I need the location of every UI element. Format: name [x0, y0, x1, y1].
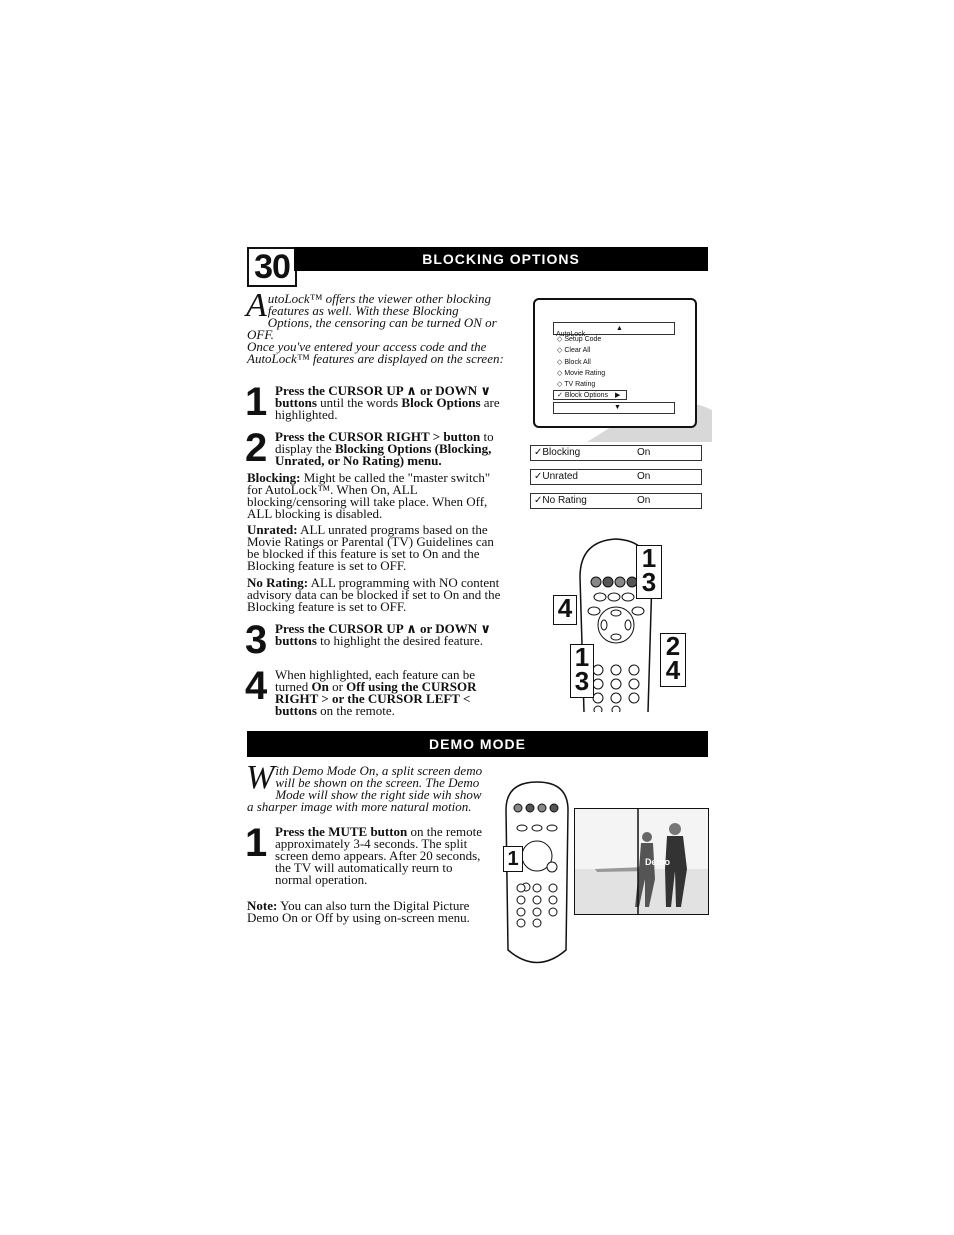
option-label: Blocking [542, 447, 581, 458]
step-number: 4 [245, 664, 268, 708]
step-bold: Press the CURSOR UP ∧ or DOWN ∨ buttons [275, 383, 491, 410]
callout-box-4: 4 [553, 595, 577, 625]
step-number: 1 [245, 821, 268, 865]
page-number: 30 [247, 247, 297, 287]
step-plain: to display the [275, 429, 494, 456]
definition-term: Unrated: [247, 522, 298, 537]
step-text [275, 431, 509, 467]
arrow-right-icon: ▶ [615, 392, 621, 399]
step-number: 1 [245, 380, 268, 424]
demo-split-screen [574, 808, 709, 915]
definition-blocking [247, 472, 507, 520]
menu-item: ◇ TV Rating [557, 381, 596, 388]
option-label: No Rating [542, 495, 587, 506]
demo-dropcap: W [246, 759, 275, 796]
note-label: Note: [247, 898, 278, 913]
callout-number: 1 [641, 543, 657, 573]
menu-footer [553, 402, 675, 414]
definition-unrated [247, 524, 507, 572]
step-bold: Press the CURSOR UP ∧ or DOWN ∨ buttons [275, 621, 491, 648]
step-text [275, 385, 507, 421]
demo-step-text [275, 826, 491, 886]
option-no-rating [530, 493, 702, 509]
callout-number: 3 [574, 666, 590, 696]
option-value: On [637, 471, 651, 482]
demo-remote-illustration [504, 780, 570, 970]
step-bold: Blocking Options (Blocking, Unrated, or No Rating) menu. [275, 441, 492, 468]
check-icon: ✓ [534, 447, 543, 458]
intro-dropcap: A [246, 287, 267, 324]
arrow-down-icon: ▼ [614, 404, 621, 411]
step-number: 3 [245, 618, 268, 662]
step-plain: When highlighted, each feature can be turned [275, 667, 475, 694]
callout-box-2-4 [660, 633, 686, 687]
menu-item-selected: ✓ Block Options [553, 390, 627, 400]
definition-no-rating [247, 577, 507, 613]
tv-menu-screen [533, 298, 697, 428]
step-plain: until the words [316, 395, 402, 410]
option-value: On [637, 495, 651, 506]
step-plain: to highlight the desired feature. [316, 633, 483, 648]
callout-box-1-3-lower [570, 644, 594, 698]
check-icon: ✓ [534, 471, 543, 482]
step-bold: Block Options [401, 395, 481, 410]
check-icon: ✓ [534, 495, 543, 506]
demo-screen-label: Demo [645, 857, 671, 867]
callout-number: 1 [574, 642, 590, 672]
intro-paragraph [246, 287, 505, 342]
section-title-demo-mode: DEMO MODE [247, 731, 708, 757]
option-value: On [637, 447, 651, 458]
menu-item: ◇ Movie Rating [557, 370, 606, 377]
intro-paragraph-2: Once you've entered your access code and the AutoLock™ features are displayed on the screen: [247, 339, 504, 366]
step-bold: Press the CURSOR RIGHT > button [275, 429, 481, 444]
callout-box-1-3 [636, 545, 662, 599]
intro-text: utoLock™ offers the viewer other blocking features as well. With these Blocking Options, the censoring can be turned ON or OFF. [247, 291, 497, 342]
menu-title: AutoLock [556, 331, 586, 338]
demo-note [247, 900, 483, 924]
callout-number: 2 [665, 631, 681, 661]
definition-text: ALL programming with NO content advisory data can be blocked if set to On and the Blocking feature is set to OFF. [247, 575, 501, 614]
demo-intro [246, 759, 487, 814]
step-text [275, 623, 499, 647]
option-blocking [530, 445, 702, 461]
step-plain: on the remote. [316, 703, 395, 718]
step-number: 2 [245, 426, 268, 470]
section-title-blocking-options: BLOCKING OPTIONS [294, 247, 708, 271]
callout-number: 3 [641, 567, 657, 597]
step-plain: or [328, 679, 347, 694]
demo-intro-text: ith Demo Mode On, a split screen demo will be shown on the screen. The Demo Mode will show the right side wih show a sharper image with more natural motion. [247, 763, 483, 814]
step-bold: Off using the CURSOR RIGHT > or the CURSOR LEFT < buttons [275, 679, 477, 718]
step-plain: are highlighted. [275, 395, 500, 422]
menu-item: ◇ Block All [557, 359, 591, 366]
definition-term: No Rating: [247, 575, 309, 590]
demo-callout-box: 1 [503, 846, 523, 872]
option-unrated [530, 469, 702, 485]
step-plain: on the remote approximately 3-4 seconds. The split screen demo appears. After 20 seconds, the TV will automatically reurn to normal operation. [275, 824, 483, 887]
menu-item: ◇ Clear All [557, 347, 591, 354]
definition-text: ALL unrated programs based on the Movie Ratings or Parental (TV) Guidelines can be blocked if this feature is set to On and the Blocking feature is set to OFF. [247, 522, 494, 573]
menu-item: ◇ Setup Code [557, 336, 602, 343]
option-label: Unrated [542, 471, 578, 482]
callout-number: 4 [665, 655, 681, 685]
demo-scene-image [575, 809, 708, 914]
step-bold: On [311, 679, 329, 694]
step-bold: Press the MUTE button [275, 824, 408, 839]
arrow-up-icon: ▲ [616, 325, 623, 332]
definition-text: Might be called the "master switch" for AutoLock™. When On, ALL blocking/censoring will take place. When Off, ALL blocking is disabled. [247, 470, 491, 521]
definition-term: Blocking: [247, 470, 301, 485]
note-text: You can also turn the Digital Picture Demo On or Off by using on-screen menu. [247, 898, 470, 925]
step-text [275, 669, 499, 717]
